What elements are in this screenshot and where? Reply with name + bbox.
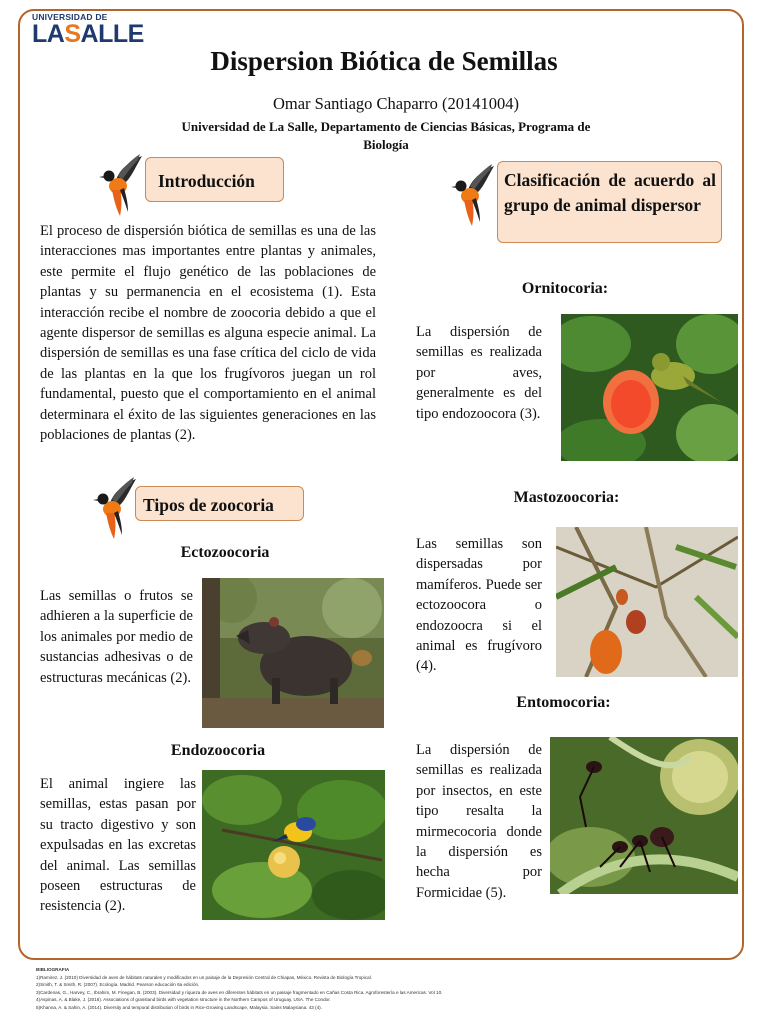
affiliation: Universidad de La Salle, Departamento de Ciencias Básicas, Programa de Biología: [181, 119, 591, 152]
logo-line1: UNIVERSIDAD DE: [32, 12, 108, 22]
orni-title: Ornitocoria:: [521, 280, 609, 297]
orni-text: La dispersión de semillas es realizada por aves, generalmente es del tipo endozoocora (3).: [416, 324, 542, 422]
ant-photo: [550, 737, 738, 894]
author: Omar Santiago Chaparro (20141004): [272, 94, 520, 113]
reference-item: 3)Cardenas, G., Harvey, C., Ibrahim, M. Finegan, B. (2003). Diversidad y riqueza de aves en diferentes hábitats en un paisaje fragmentado en Cañas Costa Rica. Agroforestería e las Americas. Vol 10.: [36, 989, 443, 995]
logo-wordmark: LASALLE: [32, 20, 144, 48]
intro-text: El proceso de dispersión biótica de semillas es una de las interacciones mas importantes entre plantas y animales, este permite el flujo genético de las poblaciones de plantas y su permanencia en el ecosistema (1). Esta interacción recibe el nombre de zoocoria debido a que el agente dispersor de semillas es alguna especie animal. La dispersión de semillas es una fase crítica del ciclo de vida de las plantas en la que los frugívoros juegan un rol fundamental, puesto que el comportamiento en el animal determinara el éxito de las siguientes generaciones en las poblaciones de plantas (2).: [40, 223, 376, 444]
ento-title: Entomocoria:: [516, 694, 611, 711]
intro-heading: Introducción: [145, 157, 284, 202]
reference-item: 5)Khanna, A. & Sahin, A. (2014). Diversity and temporal distribution of birds in Rice-Growing Landscape, Malaysia. Sains Malaysiana. 43 (4).: [36, 1004, 322, 1010]
reference-item: 4)Aspinas, A. & Blake, J. (2016). Associations of grassland birds with vegetation structure in the Northern Campos of Uruguay. USA. The Condor.: [36, 997, 331, 1003]
bird-icon: [98, 150, 144, 218]
endo-title: Endozoocoria: [170, 742, 266, 759]
endo-text: El animal ingiere las semillas, estas pasan por su tracto digestivo y son expulsadas en las excretas del animal. Las semillas poseen estructuras de resistencia (2).: [40, 776, 196, 915]
references: [36, 966, 596, 1012]
agouti-photo: [202, 578, 384, 728]
ento-text: La dispersión de semillas es realizada por insectos, en este tipo resalta la mirmecocoria donde la dispersión es hecha por Formicidae (5).: [416, 742, 542, 901]
tipos-heading: Tipos de zoocoria: [135, 486, 304, 521]
ecto-text: Las semillas o frutos se adhieren a la superficie de los animales por medio de sustancias adhesivas o de estructuras mecánicas (2).: [40, 588, 193, 686]
bird-icon: [92, 473, 138, 541]
masto-text: Las semillas son dispersadas por mamíferos. Puede ser ectozoocora o endozoocra si el animal es frugívoro (4).: [416, 536, 542, 675]
masto-title: Mastozoocoria:: [513, 489, 620, 506]
reference-item: 1)Ramirez, J. (2010) Diversidad de aves de hábitats naturales y modificados en un paisaje de la Depresión Central de Chiapas, México. Revista de Biología Tropical.: [36, 974, 373, 980]
bird-photo: [561, 314, 738, 461]
university-logo: [32, 12, 144, 48]
references-heading: BIBLIOGRAFIA: [36, 967, 70, 972]
ecto-title: Ectozoocoria: [180, 544, 270, 561]
bird-fruit-photo: [202, 770, 385, 920]
bird-icon: [450, 160, 496, 228]
reference-item: 2)Smith, T. & Smith, R. (2007). Ecología. Madrid. Pearson educación 6a edición.: [36, 982, 200, 988]
clasif-heading: Clasificación de acuerdo al grupo de animal dispersor: [497, 161, 722, 243]
poster-title: Dispersion Biótica de Semillas: [210, 46, 558, 76]
palm-fruit-photo: [556, 527, 738, 677]
